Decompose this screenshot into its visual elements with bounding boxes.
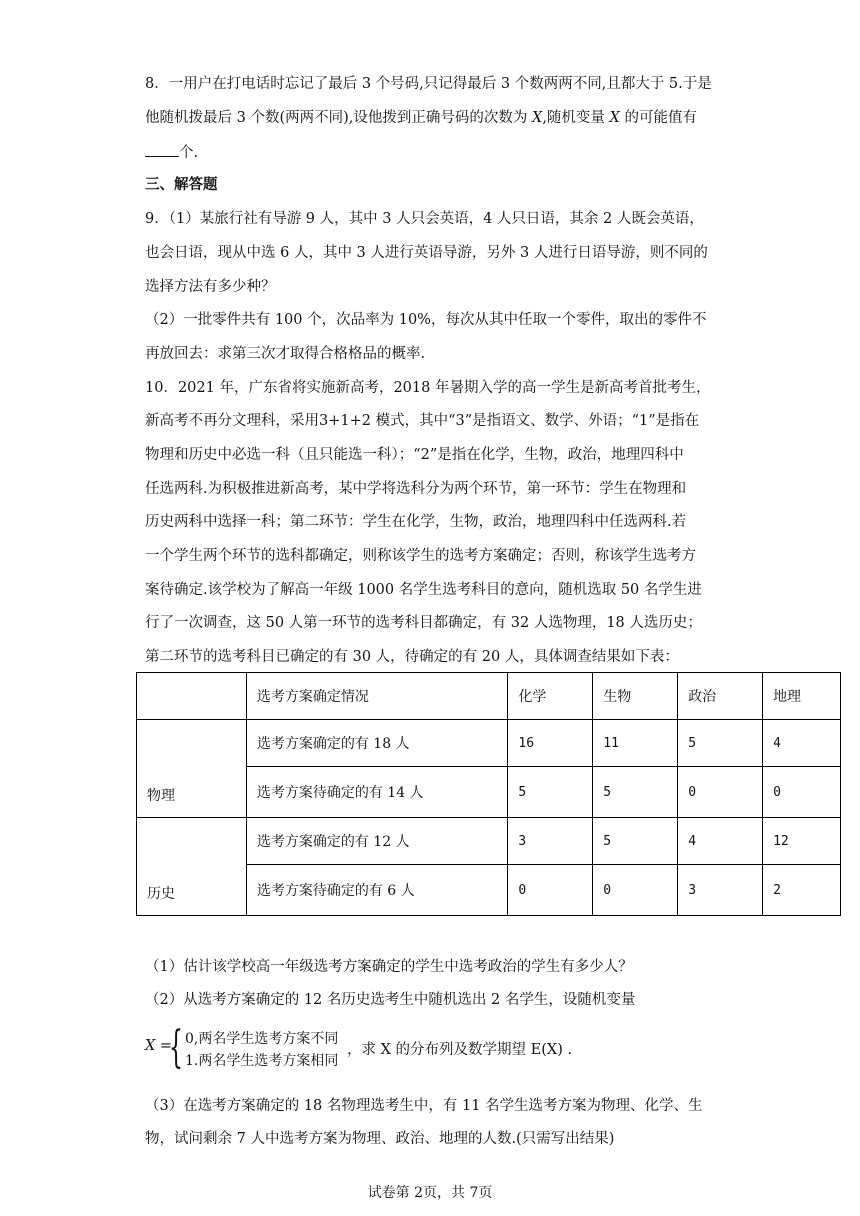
q8-text-b: ,随机变量 (542, 110, 610, 126)
q9-p1-line-3: 选择方法有多少种？ (145, 279, 276, 295)
row-label: 选考方案待确定的有 14 人 (246, 767, 508, 818)
q8-line-2 (145, 108, 697, 128)
q8-text-c: 的可能值有 (619, 110, 697, 126)
table-cell: 5 (593, 767, 678, 818)
q9-p1-line-2: 也会日语，现从中选 6 人，其中 3 人进行英语导游，另外 3 人进行日语导游，则不同的 (145, 245, 708, 261)
q10-sub-3-line-2: 物，试问剩余 7 人中选考方案为物理、政治、地理的人数.(只需写出结果) (145, 1131, 615, 1147)
table-cell: 4 (678, 818, 763, 865)
table-header-cell: 地理 (763, 673, 841, 720)
q8-text-a: 他随机拨最后 3 个数(两两不同),设他拨到正确号码的次数为 (145, 110, 532, 126)
table-header-row (137, 673, 841, 720)
section-heading: 三、解答题 (145, 176, 218, 193)
q8-var-x: X (531, 110, 543, 126)
q8-var-x-2: X (609, 110, 620, 126)
left-brace-symbol: { (169, 1022, 183, 1073)
q10-sub-2-tail: ，求 X 的分布列及数学期望 E(X) . (347, 1042, 573, 1058)
table-cell: 4 (763, 720, 841, 767)
table-header-cell: 生物 (593, 673, 678, 720)
table-cell: 16 (508, 720, 593, 767)
q10-line-1: 10．2021 年，广东省将实施新高考，2018 年暑期入学的高一学生是新高考首批考生， (145, 380, 711, 396)
q9-p2-line-2: 再放回去：求第三次才取得合格格品的概率. (145, 346, 426, 362)
q9-p1-line-1: 9．（1）某旅行社有导游 9 人，其中 3 人只会英语，4 人只日语，其余 2 人既会英语， (145, 211, 704, 227)
row-label: 选考方案确定的有 12 人 (246, 818, 508, 865)
q10-line-6: 一个学生两个环节的选科都确定，则称该学生的选考方案确定；否则，称该学生选考方 (145, 548, 696, 564)
q10-line-8: 行了一次调查，这 50 人第一环节的选考科目都确定，有 32 人选物理，18 人选历史； (145, 615, 702, 631)
piecewise-case-1: 1.两名学生选考方案相同 (185, 1053, 339, 1069)
row-label: 选考方案待确定的有 6 人 (246, 865, 508, 916)
table-cell: 5 (593, 818, 678, 865)
table-cell: 0 (763, 767, 841, 818)
table-cell: 12 (763, 818, 841, 865)
q10-sub-3-line-1: （3）在选考方案确定的 18 名物理选考生中，有 11 名学生选考方案为物理、化学、生 (145, 1098, 703, 1114)
survey-table (136, 672, 841, 916)
table-header-cell: 政治 (678, 673, 763, 720)
q10-sub-1: （1）估计该学校高一年级选考方案确定的学生中选考政治的学生有多少人？ (145, 959, 633, 975)
table-cell: 0 (678, 767, 763, 818)
q10-sub-2: （2）从选考方案确定的 12 名历史选考生中随机选出 2 名学生，设随机变量 (145, 992, 636, 1008)
table-row (137, 818, 841, 865)
row-label: 选考方案确定的有 18 人 (246, 720, 508, 767)
subject-cell: 历史 (137, 818, 247, 916)
q10-line-9: 第二环节的选考科目已确定的有 30 人，待确定的有 20 人，具体调查结果如下表： (145, 649, 679, 665)
table-cell: 3 (508, 818, 593, 865)
q10-line-3: 物理和历史中必选一科（且只能选一科）；“2”是指在化学，生物，政治，地理四科中 (145, 447, 684, 463)
q10-line-2: 新高考不再分文理科，采用3+1+2 模式，其中“3”是指语文、数学、外语；“1”是指在 (145, 413, 700, 429)
table-header-cell: 选考方案确定情况 (246, 673, 508, 720)
table-cell: 0 (593, 865, 678, 916)
table-cell: 5 (678, 720, 763, 767)
piecewise-case-0: 0,两名学生选考方案不同 (185, 1031, 339, 1047)
answer-blank (145, 142, 179, 157)
q10-line-7: 案待确定.该学校为了解高一年级 1000 名学生选考科目的意向，随机选取 50 名学生进 (145, 582, 702, 598)
table-cell: 2 (763, 865, 841, 916)
q10-line-5: 历史两科中选择一科；第二环节：学生在化学，生物，政治，地理四科中任选两科.若 (145, 514, 687, 530)
table-cell: 5 (508, 767, 593, 818)
q9-p2-line-1: （2）一批零件共有 100 个，次品率为 10%，每次从其中任取一个零件，取出的零件不 (145, 312, 707, 328)
table-row (137, 720, 841, 767)
q10-line-4: 任选两科.为积极推进新高考，某中学将选科分为两个环节，第一环节：学生在物理和 (145, 481, 687, 497)
table-header-cell: 化学 (508, 673, 593, 720)
table-cell: 11 (593, 720, 678, 767)
page-footer: 试卷第 2页，共 7页 (367, 1185, 493, 1201)
piecewise-lhs: X = (145, 1038, 173, 1054)
q8-line-3 (145, 142, 198, 163)
q8-line-1: 8．一用户在打电话时忘记了最后 3 个号码,只记得最后 3 个数两两不同,且都大于 5.于是 (145, 76, 712, 92)
table-header-cell (137, 673, 247, 720)
q8-text-end: 个. (179, 145, 199, 161)
table-cell: 0 (508, 865, 593, 916)
table-cell: 3 (678, 865, 763, 916)
subject-cell: 物理 (137, 720, 247, 818)
